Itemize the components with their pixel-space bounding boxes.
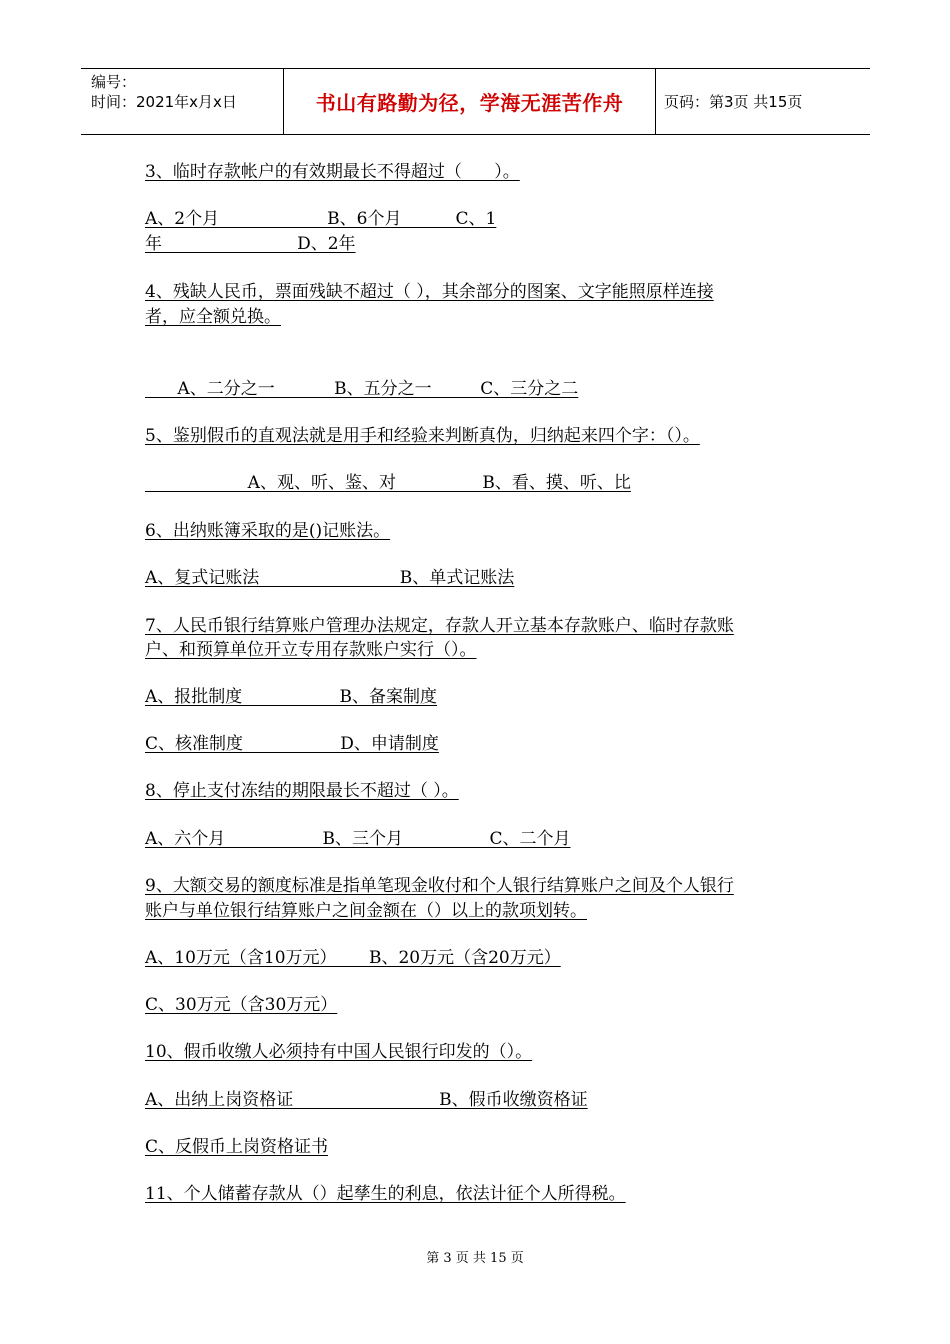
question-4-line-1: 4、残缺人民币，票面残缺不超过（ ），其余部分的图案、文字能照原样连接: [145, 282, 714, 302]
question-7-options-b: C、核准制度 D、申请制度: [145, 734, 439, 754]
question-9-options-b: C、30万元（含30万元）: [145, 995, 338, 1015]
question-9-line-1: 9、大额交易的额度标准是指单笔现金收付和个人银行结算账户之间及个人银行: [145, 876, 734, 896]
question-9-line-2: 账户与单位银行结算账户之间金额在（）以上的款项划转。: [145, 901, 587, 921]
question-4-options: A、二分之一 B、五分之一 C、三分之二: [145, 379, 579, 399]
header-page-cell: [656, 69, 870, 134]
page-header: [81, 68, 870, 135]
question-7-line-1: 7、人民币银行结算账户管理办法规定，存款人开立基本存款账户、临时存款账: [145, 616, 734, 636]
question-10: 10、假币收缴人必须持有中国人民银行印发的（）。: [145, 1042, 533, 1062]
question-6-options: A、复式记账法 B、单式记账法: [145, 568, 515, 588]
header-motto: 书山有路勤为径，学海无涯苦作舟: [315, 91, 624, 115]
document-time-label: 时间：2021年x月x日: [91, 93, 237, 111]
document-number-label: 编号：: [91, 73, 137, 91]
question-8-options: A、六个月 B、三个月 C、二个月: [145, 829, 571, 849]
question-3-options-a: A、2个月 B、6个月 C、1: [145, 209, 497, 229]
header-meta-cell: [81, 69, 283, 134]
question-8: 8、停止支付冻结的期限最长不超过（ ）。: [145, 781, 459, 801]
header-page-label: 页码：第3页 共15页: [664, 93, 803, 111]
header-motto-cell: [283, 69, 656, 134]
page-footer: 第 3 页 共 15 页: [426, 1251, 524, 1266]
question-4-line-2: 者，应全额兑换。: [145, 307, 281, 327]
question-3: 3、临时存款帐户的有效期最长不得超过（ ）。: [145, 162, 520, 182]
question-5-options: A、观、听、鉴、对 B、看、摸、听、比: [145, 473, 631, 493]
question-11: 11、个人储蓄存款从（）起孳生的利息，依法计征个人所得税。: [145, 1184, 626, 1204]
question-3-options-b: 年 D、2年: [145, 234, 356, 254]
question-7-options-a: A、报批制度 B、备案制度: [145, 687, 438, 707]
question-6: 6、出纳账簿采取的是()记账法。: [145, 521, 391, 541]
question-9-options-a: A、10万元（含10万元） B、20万元（含20万元）: [145, 948, 561, 968]
question-10-options-a: A、出纳上岗资格证 B、假币收缴资格证: [145, 1090, 588, 1110]
question-7-line-2: 户、和预算单位开立专用存款账户实行（）。: [145, 640, 477, 660]
question-10-options-b: C、反假币上岗资格证书: [145, 1137, 329, 1157]
question-5: 5、鉴别假币的直观法就是用手和经验来判断真伪，归纳起来四个字：（）。: [145, 426, 700, 446]
